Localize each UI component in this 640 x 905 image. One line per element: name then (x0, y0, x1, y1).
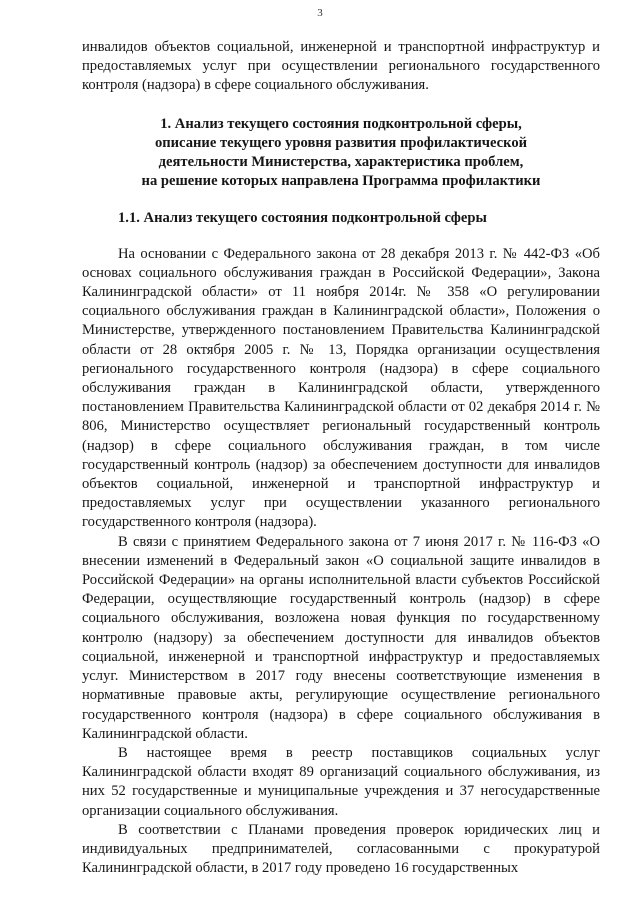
paragraph-legal-basis: На основании с Федерального закона от 28 декабря 2013 г. № 442-ФЗ «Об основах социального обслуживания граждан в Российской Федерации», Закона Калининградской области» от 11 ноября 2014г. № 358 «О регулировании социального обслуживания граждан в Калининградской области», Положения о Министерстве, утвержденного постановлением Правительства Калининградской области от 28 октября 2005 г. № 13, Порядка организации осуществления регионального государственного контроля (надзора) в сфере социального обслуживания граждан в Калининградской области, утвержденного постановлением Правительства Калининградской области от 02 декабря 2014 г. № 806, Министерство осуществляет региональный государственный контроль (надзор) в сфере социального обслуживания граждан, в том числе государственный контроль (надзор) за обеспечением доступности для инвалидов объектов социальной, инженерной и транспортной инфраструктур и предоставляемых услуг при осуществлении указанного регионального государственного контроля (надзора). (82, 245, 600, 531)
document-body (82, 38, 600, 878)
paragraph-registry: В настоящее время в реестр поставщиков социальных услуг Калининградской области входят 89 организаций социального обслуживания, из них 52 государственные и муниципальные учреждения и 37 негосударственные организации социального обслуживания. (82, 744, 600, 819)
section-heading-line: описание текущего уровня развития профилактической (154, 134, 528, 151)
section-heading-line: на решение которых направлена Программа профилактики (141, 173, 541, 190)
subsection-heading: 1.1. Анализ текущего состояния подконтрольной сферы (118, 210, 487, 227)
paragraph-federal-law: В связи с принятием Федерального закона от 7 июня 2017 г. № 116-ФЗ «О внесении изменений в Федеральный закон «О социальной защите инвалидов в Российской Федерации» на органы исполнительной власти субъектов Российской Федерации, осуществляющие государственный контроль (надзор) в сфере социального обслуживания, возложена новая функция по государственному контролю (надзору) за обеспечением доступности для инвалидов объектов социальной, инженерной и транспортной инфраструктур и предоставляемых услуг. Министерством в 2017 году внесены соответствующие изменения в нормативные правовые акты, регулирующие осуществление регионального государственного контроля (надзора) в сфере социального обслуживания в Калининградской области. (82, 533, 600, 742)
intro-paragraph: инвалидов объектов социальной, инженерной и транспортной инфраструктур и предоставляемых услуг при осуществлении регионального государственного контроля (надзора) в сфере социального обслуживания. (82, 39, 600, 94)
section-heading-line: деятельности Министерства, характеристика проблем, (158, 154, 524, 171)
section-heading (82, 115, 600, 192)
section-heading-line: 1. Анализ текущего состояния подконтрольной сферы, (160, 115, 522, 132)
paragraph-inspections: В соответствии с Планами проведения проверок юридических лиц и индивидуальных предпринимателей, согласованными с прокуратурой Калининградской области, в 2017 году проведено 16 государственных (82, 821, 600, 877)
page-number: 3 (317, 7, 323, 19)
